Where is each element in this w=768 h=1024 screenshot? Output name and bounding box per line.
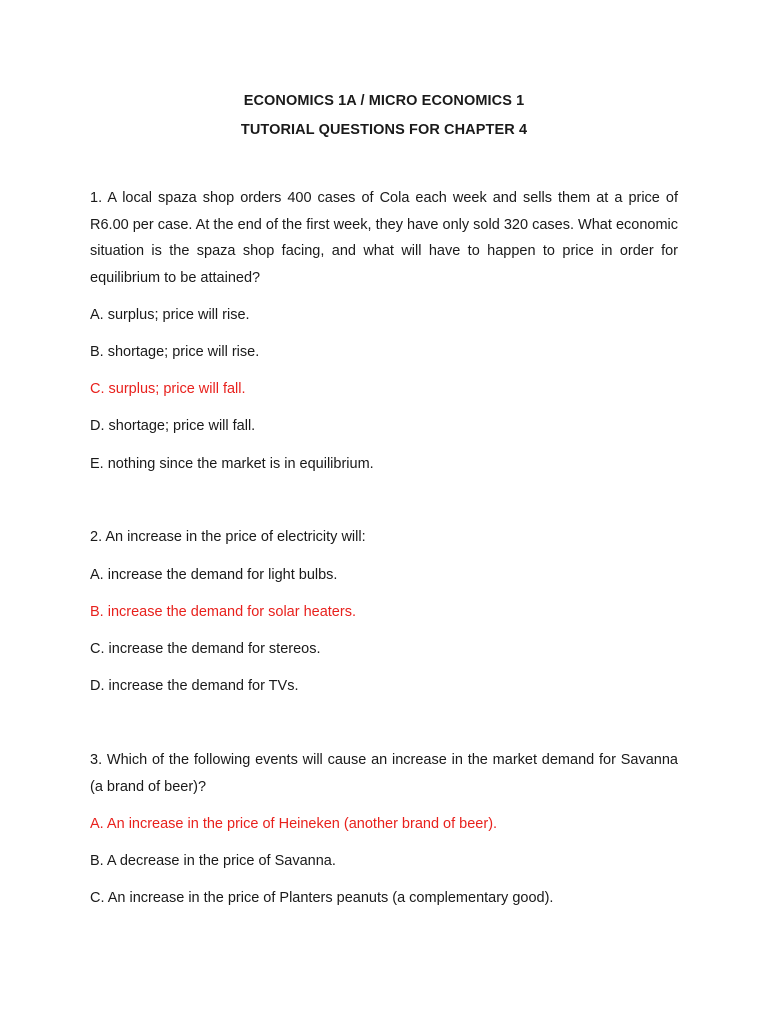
question-3-option-c: C. An increase in the price of Planters peanuts (a complementary good). (90, 890, 554, 906)
question-2-option-a: A. increase the demand for light bulbs. (90, 567, 338, 583)
question-2-text: 2. An increase in the price of electricity will: (90, 529, 366, 545)
question-3-option-b: B. A decrease in the price of Savanna. (90, 853, 336, 869)
question-1-option-b: B. shortage; price will rise. (90, 344, 260, 360)
question-2-option-d: D. increase the demand for TVs. (90, 678, 299, 694)
question-2-option-b-answer: B. increase the demand for solar heaters. (90, 604, 356, 620)
question-3-text: 3. Which of the following events will cause an increase in the market demand for Savanna (a brand of beer)? (90, 752, 678, 795)
document-title: ECONOMICS 1A / MICRO ECONOMICS 1 (243, 93, 525, 109)
question-1-option-a: A. surplus; price will rise. (90, 307, 250, 323)
question-1-option-c-answer: C. surplus; price will fall. (90, 381, 246, 397)
question-1-option-d: D. shortage; price will fall. (90, 418, 256, 434)
question-3-option-a-answer: A. An increase in the price of Heineken (another brand of beer). (90, 816, 498, 832)
question-1-option-e: E. nothing since the market is in equilibrium. (90, 456, 374, 472)
question-1-text: 1. A local spaza shop orders 400 cases of Cola each week and sells them at a price of R6.00 per case. At the end of the first week, they have only sold 320 cases. What economic situation is the spaza shop facing, and what will have to happen to price in order for equilibrium to be attained? (90, 190, 678, 286)
question-2-option-c: C. increase the demand for stereos. (90, 641, 321, 657)
document-subtitle: TUTORIAL QUESTIONS FOR CHAPTER 4 (240, 122, 528, 138)
